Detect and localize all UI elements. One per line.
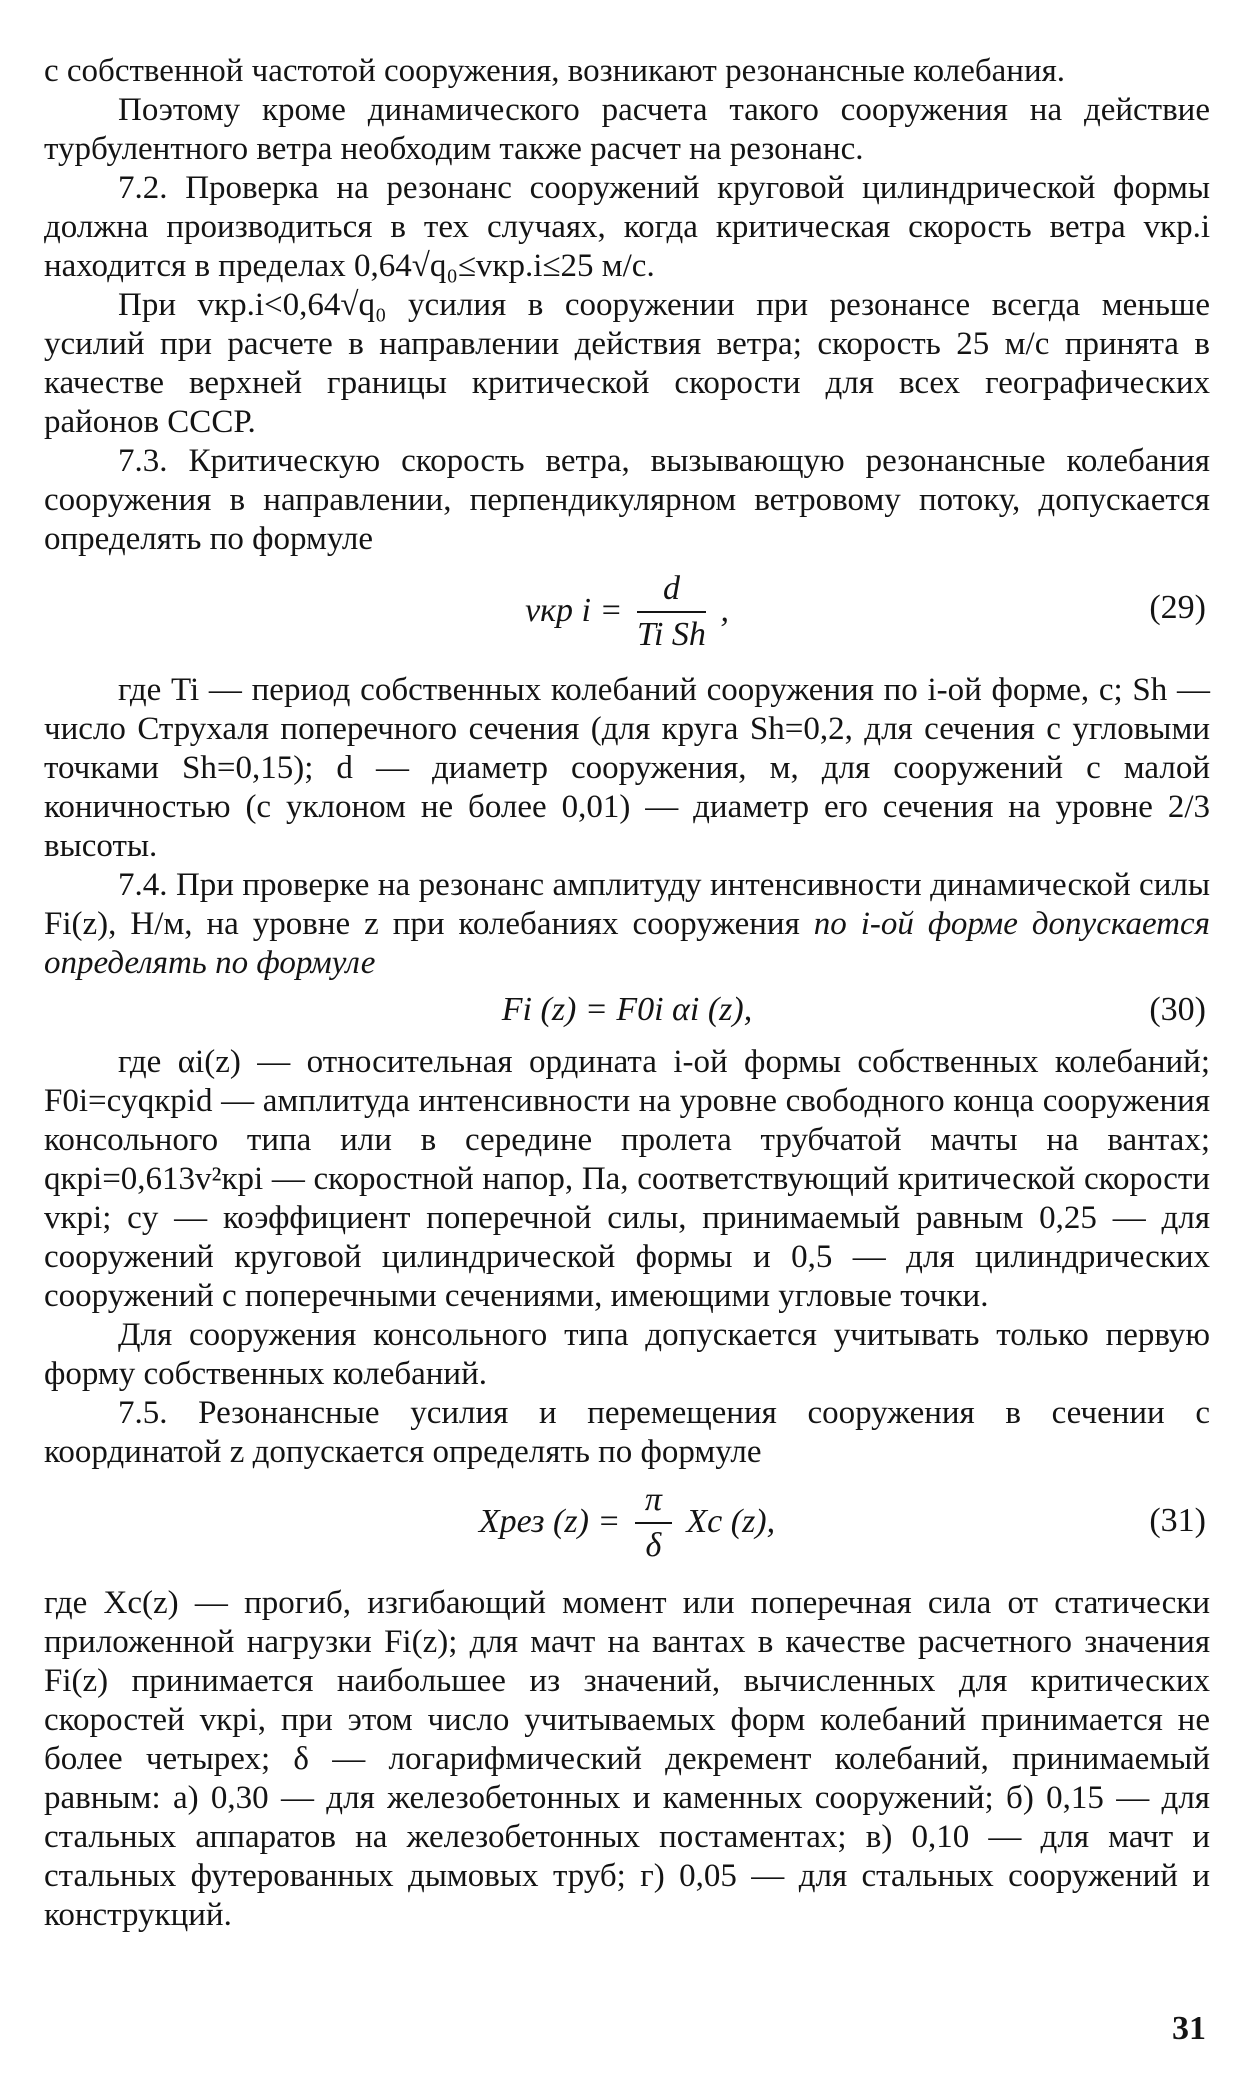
formula-31-number: (31) (1149, 1502, 1206, 1539)
formula-30 (44, 983, 1210, 1043)
paragraph-definitions-30: где αi(z) — относительная ордината i-ой формы собственных колебаний; F0i=cyqкрid — амплитуда интенсивности на уровне свободного конца сооружения консольного типа или в середине пролета трубчатой мачты на вантах; qкрi=0,613v²крi — скоростной напор, Па, соответствующий критической скорости vкрi; cy — коэффициент поперечной силы, принимаемый равным 0,25 — для сооружений круговой цилиндрической формы и 0,5 — для цилиндрических сооружений с поперечными сечениями, имеющими угловые точки. (44, 1044, 1210, 1314)
formula-29-denominator: Ti Sh (636, 616, 706, 653)
paragraph-7-2: 7.2. Проверка на резонанс сооружений круговой цилиндрической формы должна производиться в тех случаях, когда критическая скорость ветра vкр.i находится в пределах 0,64√q₀≤vкр.i≤25 м/с. (44, 170, 1210, 284)
paragraph-7-3: 7.3. Критическую скорость ветра, вызывающую резонансные колебания сооружения в направлении, перпендикулярном ветровому потоку, допускается определять по формуле (44, 443, 1210, 557)
paragraph-condition: При vкр.i<0,64√q₀ усилия в сооружении при резонансе всегда меньше усилий при расчете в направлении действия ветра; скорость 25 м/с принята в качестве верхней границы критической скорости для всех географических районов СССР. (44, 287, 1210, 440)
formula-31-denominator: δ (645, 1527, 662, 1564)
formula-29-tail: , (720, 591, 729, 629)
formula-31-lhs: Xрез (z) = (478, 1502, 621, 1540)
paragraph-7-4-text: 7.4. При проверке на резонанс амплитуду интенсивности динамической силы Fi(z), Н/м, на уровне z при колебаниях сооружения (44, 867, 1210, 942)
formula-30-text: Fi (z) = F0i αi (z), (501, 991, 753, 1028)
paragraph-definitions-31: где Xc(z) — прогиб, изгибающий момент или поперечная сила от статически приложенной нагрузки Fi(z); для мачт на вантах в качестве расчетного значения Fi(z) принимается наибольшее из значений, вычисленных для критических скоростей vкрi, при этом число учитываемых форм колебаний принимается не более четырех; δ — логарифмический декремент колебаний, принимаемый равным: а) 0,30 — для железобетонных и каменных сооружений; б) 0,15 — для стальных аппаратов на железобетонных постаментах; в) 0,10 — для мачт и стальных футерованных дымовых труб; г) 0,05 — для стальных сооружений и конструкций. (44, 1585, 1210, 1933)
paragraph-2: Поэтому кроме динамического расчета такого сооружения на действие турбулентного ветра необходим также расчет на резонанс. (44, 92, 1210, 167)
formula-29-lhs: vкр i = (525, 591, 623, 629)
formula-29 (44, 559, 1210, 671)
formula-31-rhs: Xc (z), (686, 1502, 776, 1540)
paragraph-definitions-29: где Ti — период собственных колебаний сооружения по i-ой форме, с; Sh — число Струхаля поперечного сечения (для круга Sh=0,2, для сечения с угловыми точками Sh=0,15); d — диаметр сооружения, м, для сооружений с малой коничностью (с уклоном не более 0,01) — диаметр его сечения на уровне 2/3 высоты. (44, 672, 1210, 864)
paragraph-7-4-italic: по i-ой форме допускается определять по формуле (44, 906, 1210, 981)
formula-31 (44, 1472, 1210, 1584)
paragraph-7-4 (44, 866, 1210, 983)
page-number: 31 (1172, 2010, 1206, 2047)
paragraph-7-5: 7.5. Резонансные усилия и перемещения сооружения в сечении с координатой z допускается определять по формуле (44, 1395, 1210, 1470)
paragraph-1: с собственной частотой сооружения, возникают резонансные колебания. (44, 53, 1066, 89)
formula-29-fraction (637, 569, 706, 657)
formula-31-numerator: π (635, 1480, 672, 1524)
formula-31-fraction (635, 1480, 672, 1568)
paragraph-console-note: Для сооружения консольного типа допускается учитывать только первую форму собственных колебаний. (44, 1317, 1210, 1392)
formula-30-number: (30) (1149, 991, 1206, 1028)
formula-29-numerator: d (637, 569, 706, 613)
formula-29-number: (29) (1149, 589, 1206, 626)
